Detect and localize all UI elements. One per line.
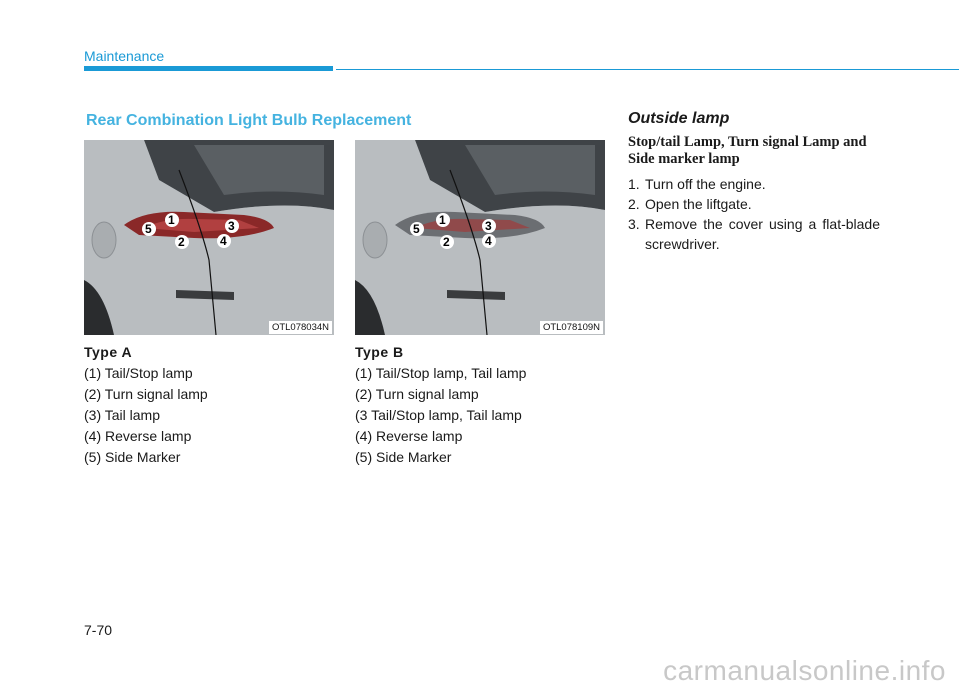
legend-item: (5) Side Marker: [355, 449, 452, 465]
step-item: 3. Remove the cover using a flat-blade screwdriver.: [628, 216, 880, 252]
legend-item: (3) Tail lamp: [84, 407, 160, 423]
svg-text:3: 3: [228, 219, 235, 233]
car-rear-illustration-b: [355, 140, 605, 335]
car-rear-illustration-a: [84, 140, 334, 335]
svg-text:5: 5: [413, 222, 420, 236]
type-a-legend: [84, 342, 334, 468]
type-label: Type B: [355, 344, 404, 360]
type-b-legend: [355, 342, 605, 468]
svg-text:4: 4: [485, 234, 492, 248]
svg-text:3: 3: [485, 219, 492, 233]
legend-item: (5) Side Marker: [84, 449, 181, 465]
header-bar-thin: [336, 69, 959, 70]
svg-text:4: 4: [220, 234, 227, 248]
svg-text:5: 5: [145, 222, 152, 236]
section-label: Maintenance: [84, 48, 165, 64]
watermark[interactable]: carmanualsonline.info: [663, 655, 946, 686]
outside-lamp-title: Outside lamp: [628, 110, 730, 127]
step-item: 2. Open the liftgate.: [628, 196, 752, 212]
figure-type-b: [355, 140, 605, 335]
step-item: 1. Turn off the engine.: [628, 176, 766, 192]
procedure-steps: [628, 174, 880, 254]
legend-item: (4) Reverse lamp: [84, 428, 192, 444]
header-bar-thick: [84, 66, 333, 71]
legend-item: (2) Turn signal lamp: [355, 386, 479, 402]
page-number: 7-70: [84, 622, 113, 638]
svg-text:1: 1: [439, 213, 446, 227]
svg-text:1: 1: [168, 213, 175, 227]
figure-code: OTL078034N: [269, 321, 332, 334]
outside-lamp-subtitle: Stop/tail Lamp, Turn signal Lamp and Side marker lamp: [628, 134, 867, 167]
legend-item: (1) Tail/Stop lamp, Tail lamp: [355, 365, 527, 381]
figure-type-a: [84, 140, 334, 335]
svg-text:2: 2: [443, 235, 450, 249]
svg-text:2: 2: [178, 235, 185, 249]
legend-item: (3 Tail/Stop lamp, Tail lamp: [355, 407, 522, 423]
legend-item: (4) Reverse lamp: [355, 428, 463, 444]
legend-item: (1) Tail/Stop lamp: [84, 365, 193, 381]
outside-lamp-section: [628, 110, 880, 254]
type-label: Type A: [84, 344, 133, 360]
figure-code: OTL078109N: [540, 321, 603, 334]
section-heading: Rear Combination Light Bulb Replacement: [86, 112, 412, 129]
legend-item: (2) Turn signal lamp: [84, 386, 208, 402]
